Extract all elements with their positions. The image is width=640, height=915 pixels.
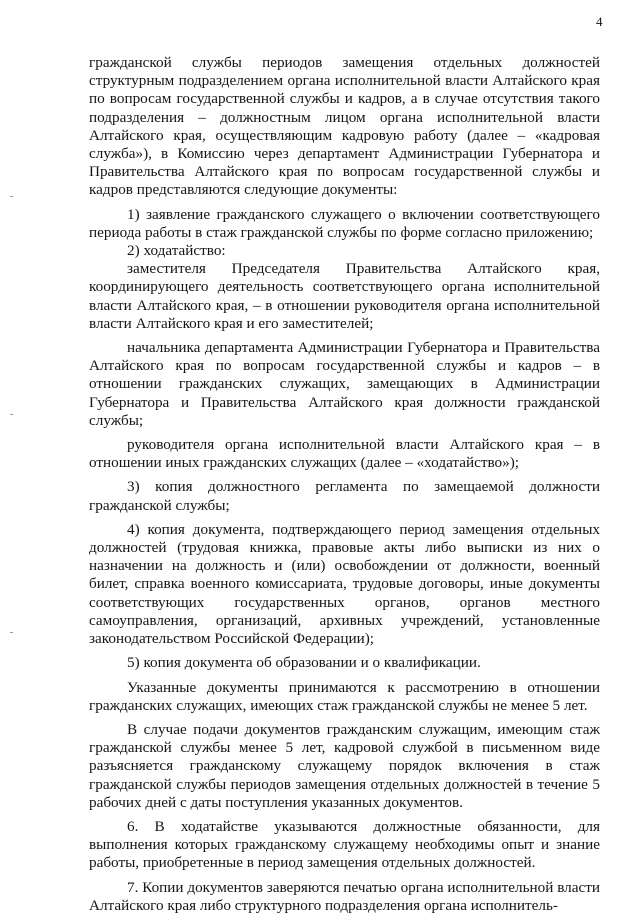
- page-number: 4: [596, 14, 603, 29]
- paragraph-documents-accepted: Указанные документы принимаются к рассмотрению в отношении гражданских служащих, имеющих стаж гражданской службы не менее 5 лет.: [89, 678, 600, 714]
- clause-7: 7. Копии документов заверяются печатью органа исполнительной власти Алтайского края либо структурного подразделения органа исполнитель-: [89, 878, 600, 914]
- clause-6: 6. В ходатайстве указываются должностные обязанности, для выполнения которых гражданскому служащему необходимы опыт и знание работы, приобретенные в период замещения отдельных должностей.: [89, 817, 600, 872]
- list-item-1: 1) заявление гражданского служащего о включении соответствующего периода работы в стаж гражданской службы по форме согласно приложению;: [89, 205, 600, 241]
- margin-mark: [10, 632, 13, 633]
- list-item-2: 2) ходатайство:: [127, 242, 226, 260]
- paragraph-intro: гражданской службы периодов замещения отдельных должностей структурным подразделением органа исполнительной власти Алтайского края по вопросам государственной службы и кадров, а в случае отсутствия такого подразделения – должностным лицом органа исполнительной власти Алтайского края, осуществляющим кадровую работу (далее – «кадровая служба»), в Комиссию через департамент Администрации Губернатора и Правительства Алтайского края по вопросам государственной службы и кадров представляются следующие документы:: [89, 54, 600, 199]
- document-body: [89, 54, 600, 915]
- petition-department-head: начальника департамента Администрации Губернатора и Правительства Алтайского края по вопросам государственной службы и кадров – в отношении гражданских служащих, замещающих в Администрации Губернатора и Правительства Алтайского края должности гражданской службы;: [89, 339, 600, 429]
- petition-deputy-chairman: заместителя Председателя Правительства Алтайского края, координирующего деятельность соответствующего органа исполнительной власти Алтайского края, – в отношении руководителя органа исполнительной власти Алтайского края и его заместителей;: [89, 260, 600, 332]
- list-item-5: 5) копия документа об образовании и о квалификации.: [127, 654, 481, 672]
- list-item-4: 4) копия документа, подтверждающего период замещения отдельных должностей (трудовая книжка, правовые акты либо выписки из них о назначении на должность и (или) освобождении от должности, военный билет, справка военного комиссариата, трудовые договоры, иные документы соответствующих государственных органов, органов местного самоуправления, организаций, архивных учреждений, установленные законодательством Российской Федерации);: [89, 520, 600, 648]
- margin-mark: [10, 414, 13, 415]
- paragraph-less-than-5-years: В случае подачи документов гражданским служащим, имеющим стаж гражданской службы менее 5 лет, кадровой службой в письменном виде разъясняется гражданскому служащему порядок включения в стаж гражданской службы периодов замещения отдельных должностей в течение 5 рабочих дней с даты поступления указанных документов.: [89, 720, 600, 811]
- margin-mark: [10, 196, 13, 197]
- list-item-3: 3) копия должностного регламента по замещаемой должности гражданской службы;: [89, 478, 600, 514]
- petition-agency-head: руководителя органа исполнительной власти Алтайского края – в отношении иных гражданских служащих (далее – «ходатайство»);: [89, 436, 600, 472]
